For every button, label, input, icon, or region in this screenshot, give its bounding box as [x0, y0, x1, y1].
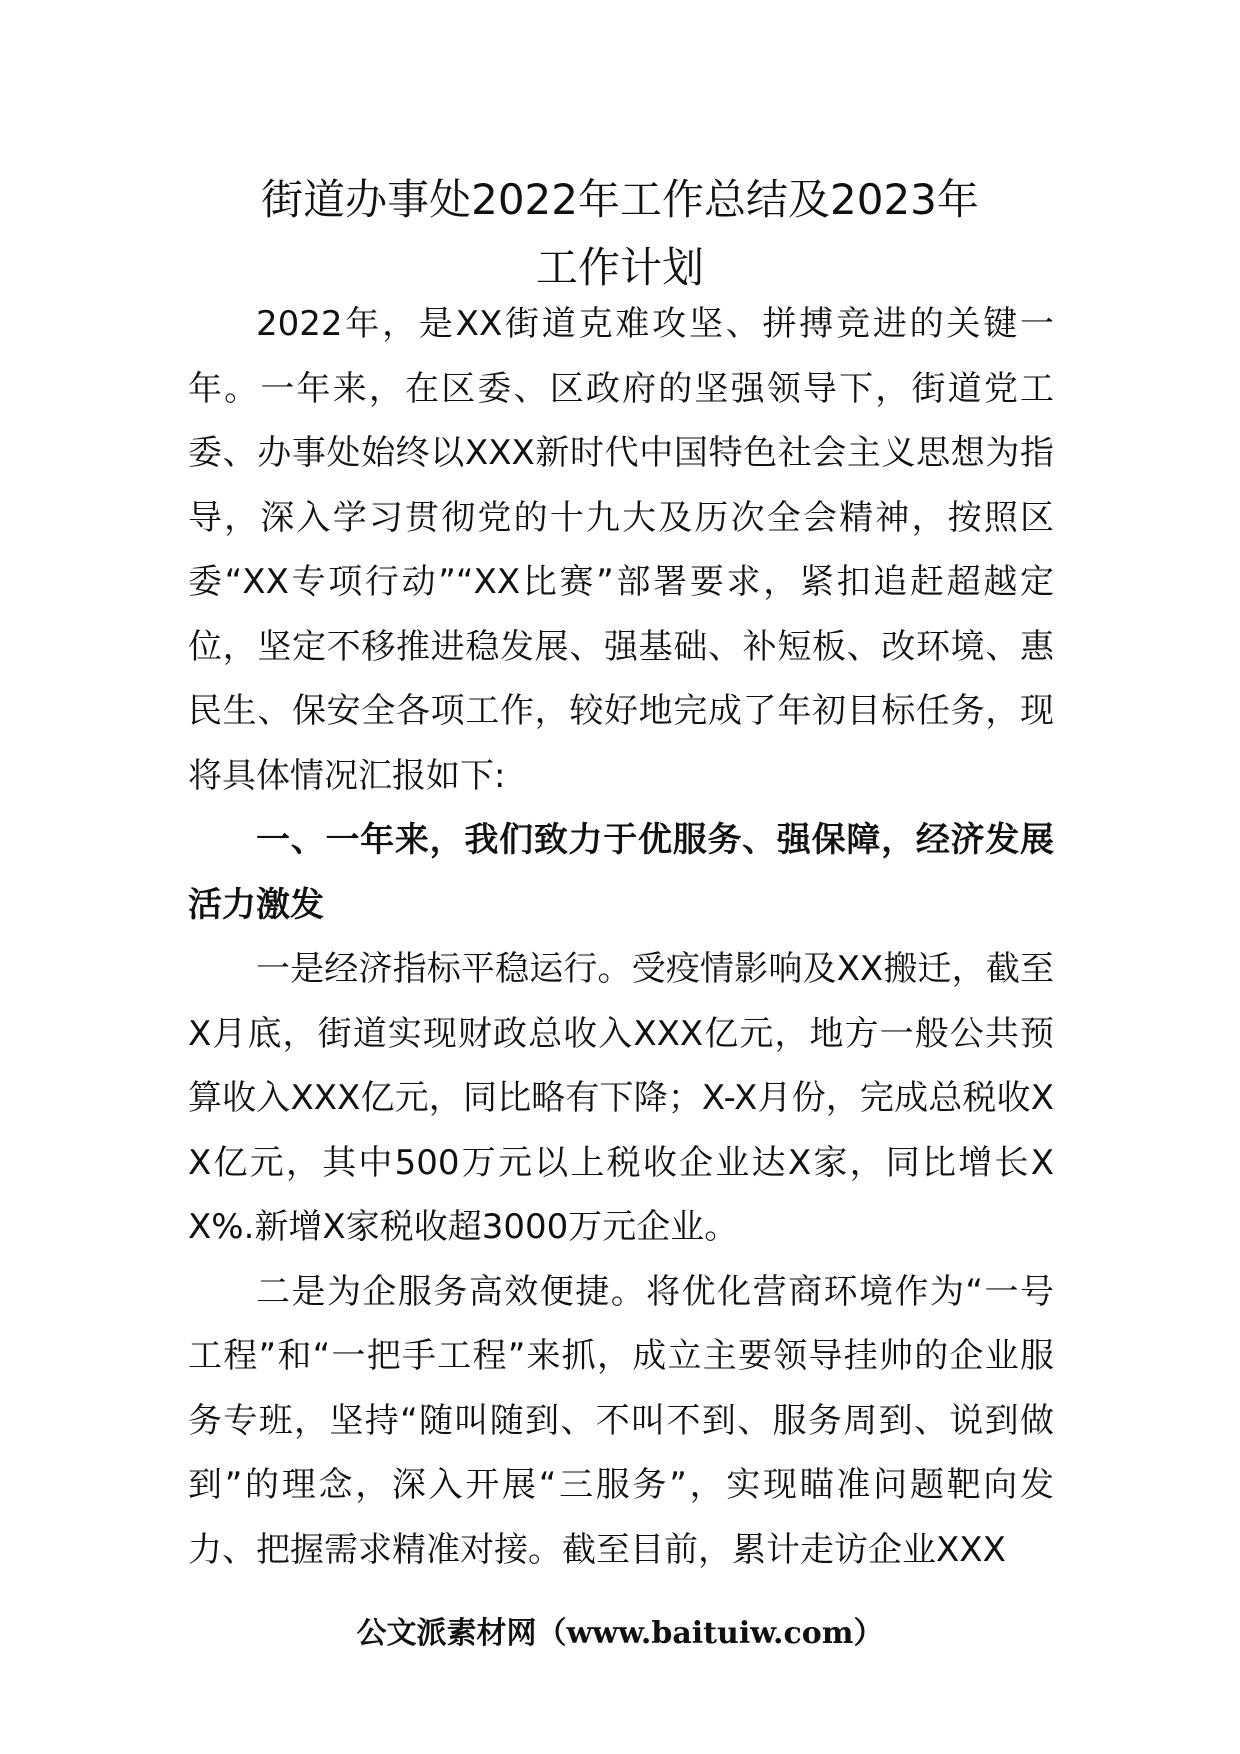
intro-paragraph: 2022年，是XX街道克难攻坚、拼搏竞进的关键一年。一年来，在区委、区政府的坚强领导下，街道党工委、办事处始终以XXX新时代中国特色社会主义思想为指导，深入学习贯彻党的十九大及历次全会精神，按照区委“XX专项行动”“XX比赛”部署要求，紧扣追赶超越定位，坚定不移推进稳发展、强基础、补短板、改环境、惠民生、保安全各项工作，较好地完成了年初目标任务，现将具体情况汇报如下:: [188, 304, 1054, 796]
section-heading-1: 一、一年来，我们致力于优服务、强保障，经济发展活力激发: [188, 820, 1054, 925]
document-title-line-1: 街道办事处2022年工作总结及2023年: [261, 175, 979, 224]
paragraph-enterprise-service: 二是为企服务高效便捷。将优化营商环境作为“一号工程”和“一把手工程”来抓，成立主要领导挂帅的企业服务专班，坚持“随叫随到、不叫不到、服务周到、说到做到”的理念，深入开展“三服务”，实现瞄准问题靶向发力、把握需求精准对接。截至目前，累计走访企业XXX: [188, 1271, 1054, 1570]
footer-watermark: 公文派素材网（www.baituiw.com）: [356, 1616, 884, 1651]
paragraph-economic-indicators: 一是经济指标平稳运行。受疫情影响及XX搬迁，截至X月底，街道实现财政总收入XXX亿元，地方一般公共预算收入XXX亿元，同比略有下降；X-X月份，完成总税收XX亿元，其中500万元以上税收企业达X家，同比增长XX%.新增X家税收超3000万元企业。: [188, 949, 1054, 1247]
document-title-line-2: 工作计划: [535, 243, 704, 292]
document-body: [188, 292, 1054, 1582]
